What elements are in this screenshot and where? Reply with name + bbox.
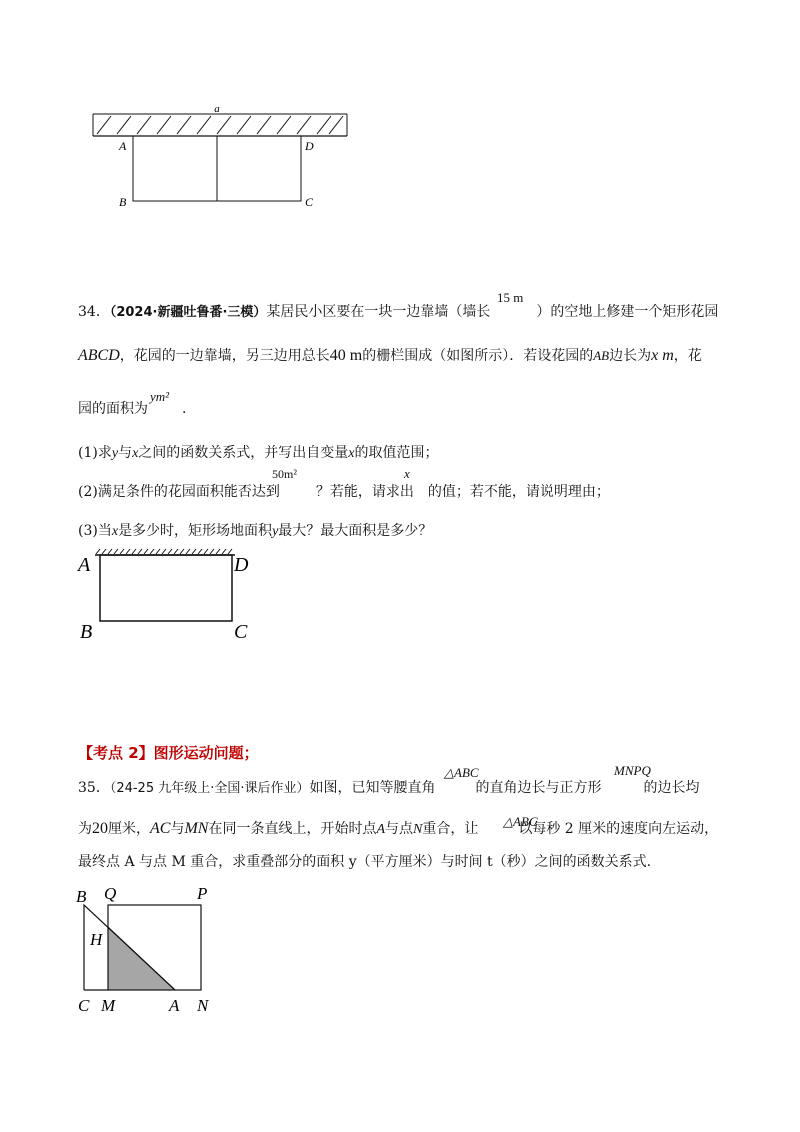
q34-source: （2024·新疆吐鲁番·三模） <box>109 305 267 320</box>
label-D: D <box>234 554 249 576</box>
label-B: B <box>119 195 127 209</box>
q34-wall-length: 15 m <box>497 290 524 305</box>
label-N: N <box>197 996 209 1015</box>
q35-square: MNPQ <box>614 763 651 778</box>
q35-line3: 最终点 A 与点 M 重合，求重叠部分的面积 y（平方厘米）与时间 t（秒）之间的函数关系式. <box>78 854 652 870</box>
label-Q: Q <box>104 884 117 903</box>
figure-wall-garden-divided <box>85 100 360 215</box>
label-A: A <box>169 996 180 1015</box>
q35-triangle: △ABC <box>444 765 479 780</box>
label-C: C <box>78 996 90 1015</box>
label-H: H <box>90 930 103 949</box>
q34-part3: (3)当x是多少时，矩形场地面积y最大？最大面积是多少？ <box>78 523 433 539</box>
section-heading: 【考点 2】图形运动问题； <box>78 744 259 762</box>
q34-number: 34． <box>78 304 110 320</box>
q34-area-unit: ym² <box>150 389 170 404</box>
label-C: C <box>305 195 314 209</box>
label-P: P <box>197 884 208 903</box>
q35-source: （24-25 九年级上·全国·课后作业） <box>109 781 310 796</box>
label-B: B <box>76 887 87 906</box>
q34-fence-length: 40 m <box>329 347 363 364</box>
label-A: A <box>119 139 127 153</box>
figure-wall-garden <box>75 545 265 645</box>
q35-triangle-2: △ABC <box>503 814 538 829</box>
label-B: B <box>80 621 93 643</box>
q35-line2: 为20厘米，AC与MN在同一条直线上，开始时点A与点N重合，让 以每秒 2 厘米的速度向左运动， <box>78 820 719 837</box>
q34-area-50: 50m² <box>272 467 297 481</box>
q34-line3: 园的面积为 . <box>78 401 187 417</box>
q34-line2: ABCD，花园的一边靠墙，另三边用总长40 m的栅栏围成（如图所示）．若设花园的AB边长为x m，花 <box>78 347 702 364</box>
q34-part1: (1)求y与x之间的函数关系式，并写出自变量x的取值范围； <box>78 445 439 461</box>
q34-part2: (2)满足条件的花园面积能否达到 ？若能，请求出 的值；若不能，请说明理由； <box>78 484 610 500</box>
label-C: C <box>234 621 248 643</box>
q34-p2-x: x <box>404 466 410 481</box>
label-a: a <box>214 103 220 115</box>
label-M: M <box>101 996 116 1015</box>
figure-moving-triangle <box>70 880 230 1020</box>
q35-number: 35． <box>78 780 110 796</box>
label-A: A <box>78 554 91 576</box>
label-D: D <box>305 139 314 153</box>
q35-line1: 35．（24-25 九年级上·全国·课后作业）如图，已知等腰直角 的直角边长与正方形 的边长均 <box>78 780 700 796</box>
q34-line1: 34．（2024·新疆吐鲁番·三模）某居民小区要在一块一边靠墙（墙长 ）的空地上修建一个矩形花园 <box>78 304 719 320</box>
